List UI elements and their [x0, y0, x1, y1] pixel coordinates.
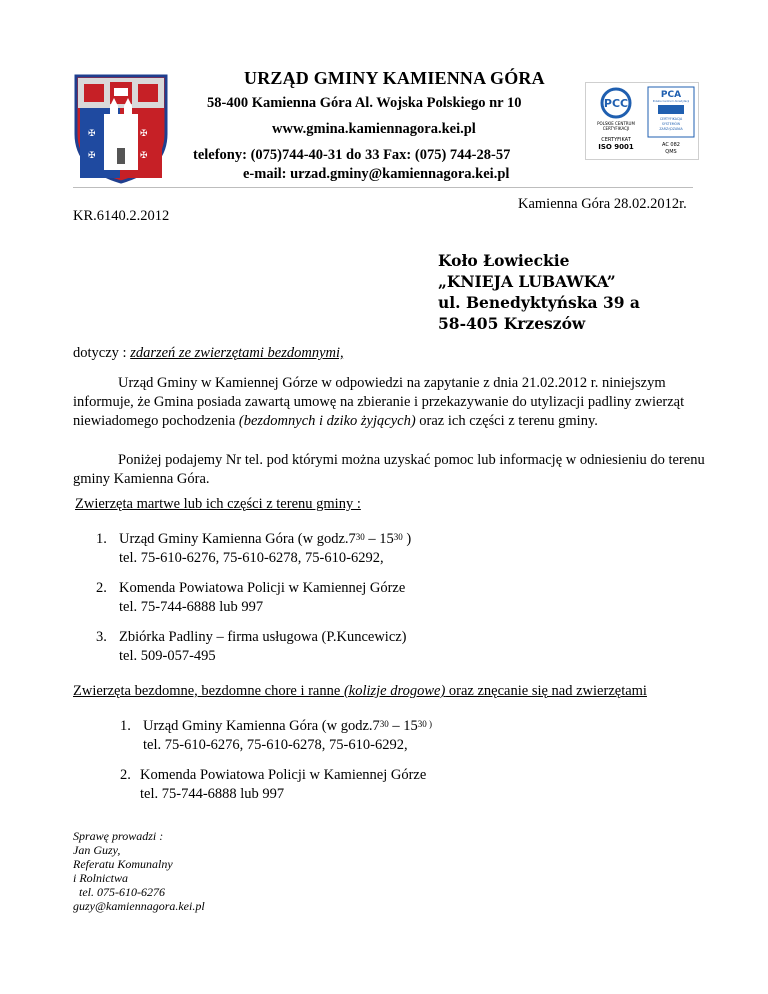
svg-text:✠: ✠	[88, 129, 96, 139]
addressee-line: „KNIEJA LUBAWKA”	[438, 272, 616, 291]
section-title-homeless-animals: Zwierzęta bezdomne, bezdomne chore i ranne (kolizje drogowe) oraz znęcanie się nad zwierzętami	[73, 683, 647, 699]
pcc-logo-text: PCC	[603, 97, 629, 110]
reference-number: KR.6140.2.2012	[73, 208, 170, 224]
paragraph-1: Urząd Gminy w Kamiennej Górze w odpowiedzi na zapytanie z dnia 21.02.2012 r. niniejszym informuje, że Gmina posiada zawartą umowę na zbieranie i przekazywanie do utylizacji padliny zwierząt niewiadomego pochodzenia (bezdomnych i dziko żyjących) oraz ich części z terenu gminy.	[73, 375, 685, 429]
pcc-badge	[597, 89, 635, 151]
svg-text:✠: ✠	[88, 151, 96, 161]
svg-text:CERTYFIKACJA: CERTYFIKACJA	[659, 117, 683, 121]
addressee-line: 58-405 Krzeszów	[438, 314, 586, 333]
addressee-block	[438, 250, 640, 334]
certificate-badges	[585, 82, 699, 160]
svg-text:CERTYFIKACJI: CERTYFIKACJI	[602, 126, 630, 131]
svg-text:AC 082: AC 082	[662, 142, 680, 148]
case-handler-footer: Sprawę prowadzi : Jan Guzy, Referatu Komunalny i Rolnictwa tel. 075-610-6276 guzy@kamiennagora.kei.pl	[73, 829, 205, 913]
svg-text:SYSTEMÓW: SYSTEMÓW	[661, 122, 681, 126]
subject-text: zdarzeń ze zwierzętami bezdomnymi,	[130, 345, 344, 361]
svg-text:QMS: QMS	[665, 149, 677, 155]
subject-prefix: dotyczy :	[73, 345, 131, 361]
svg-text:✠: ✠	[140, 129, 148, 139]
document-date: Kamienna Góra 28.02.2012r.	[518, 196, 687, 212]
svg-text:ISO 9001: ISO 9001	[598, 143, 634, 151]
svg-text:PCA: PCA	[660, 90, 682, 100]
svg-text:ZARZĄDZANIA: ZARZĄDZANIA	[659, 127, 683, 131]
addressee-line: Koło Łowieckie	[438, 251, 570, 270]
contact-email: guzy@kamiennagora.kei.pl	[73, 899, 205, 913]
addressee-line: ul. Benedyktyńska 39 a	[438, 293, 640, 312]
svg-text:✠: ✠	[140, 151, 148, 161]
coat-of-arms-logo	[74, 74, 168, 184]
office-address: 58-400 Kamienna Góra Al. Wojska Polskiego nr 10	[207, 95, 522, 111]
header-divider	[73, 187, 693, 188]
paragraph-2: Poniżej podajemy Nr tel. pod którymi można uzyskać pomoc lub informację w odniesieniu do terenu gminy Kamienna Góra.	[73, 452, 705, 487]
office-website: www.gmina.kamiennagora.kei.pl	[272, 121, 476, 137]
office-phones: telefony: (075)744-40-31 do 33 Fax: (075) 744-28-57	[193, 147, 511, 163]
svg-text:POLSKIE CENTRUM: POLSKIE CENTRUM	[597, 121, 635, 126]
subject-line	[73, 345, 344, 362]
svg-text:Polskie Centrum Akredytacji: Polskie Centrum Akredytacji	[652, 100, 690, 103]
pca-badge	[648, 87, 694, 155]
office-title: URZĄD GMINY KAMIENNA GÓRA	[244, 68, 545, 88]
office-email: e-mail: urzad.gminy@kamiennagora.kei.pl	[243, 166, 510, 182]
svg-text:CERTYFIKAT: CERTYFIKAT	[601, 137, 631, 143]
section-title-dead-animals: Zwierzęta martwe lub ich części z terenu gminy :	[75, 496, 361, 512]
